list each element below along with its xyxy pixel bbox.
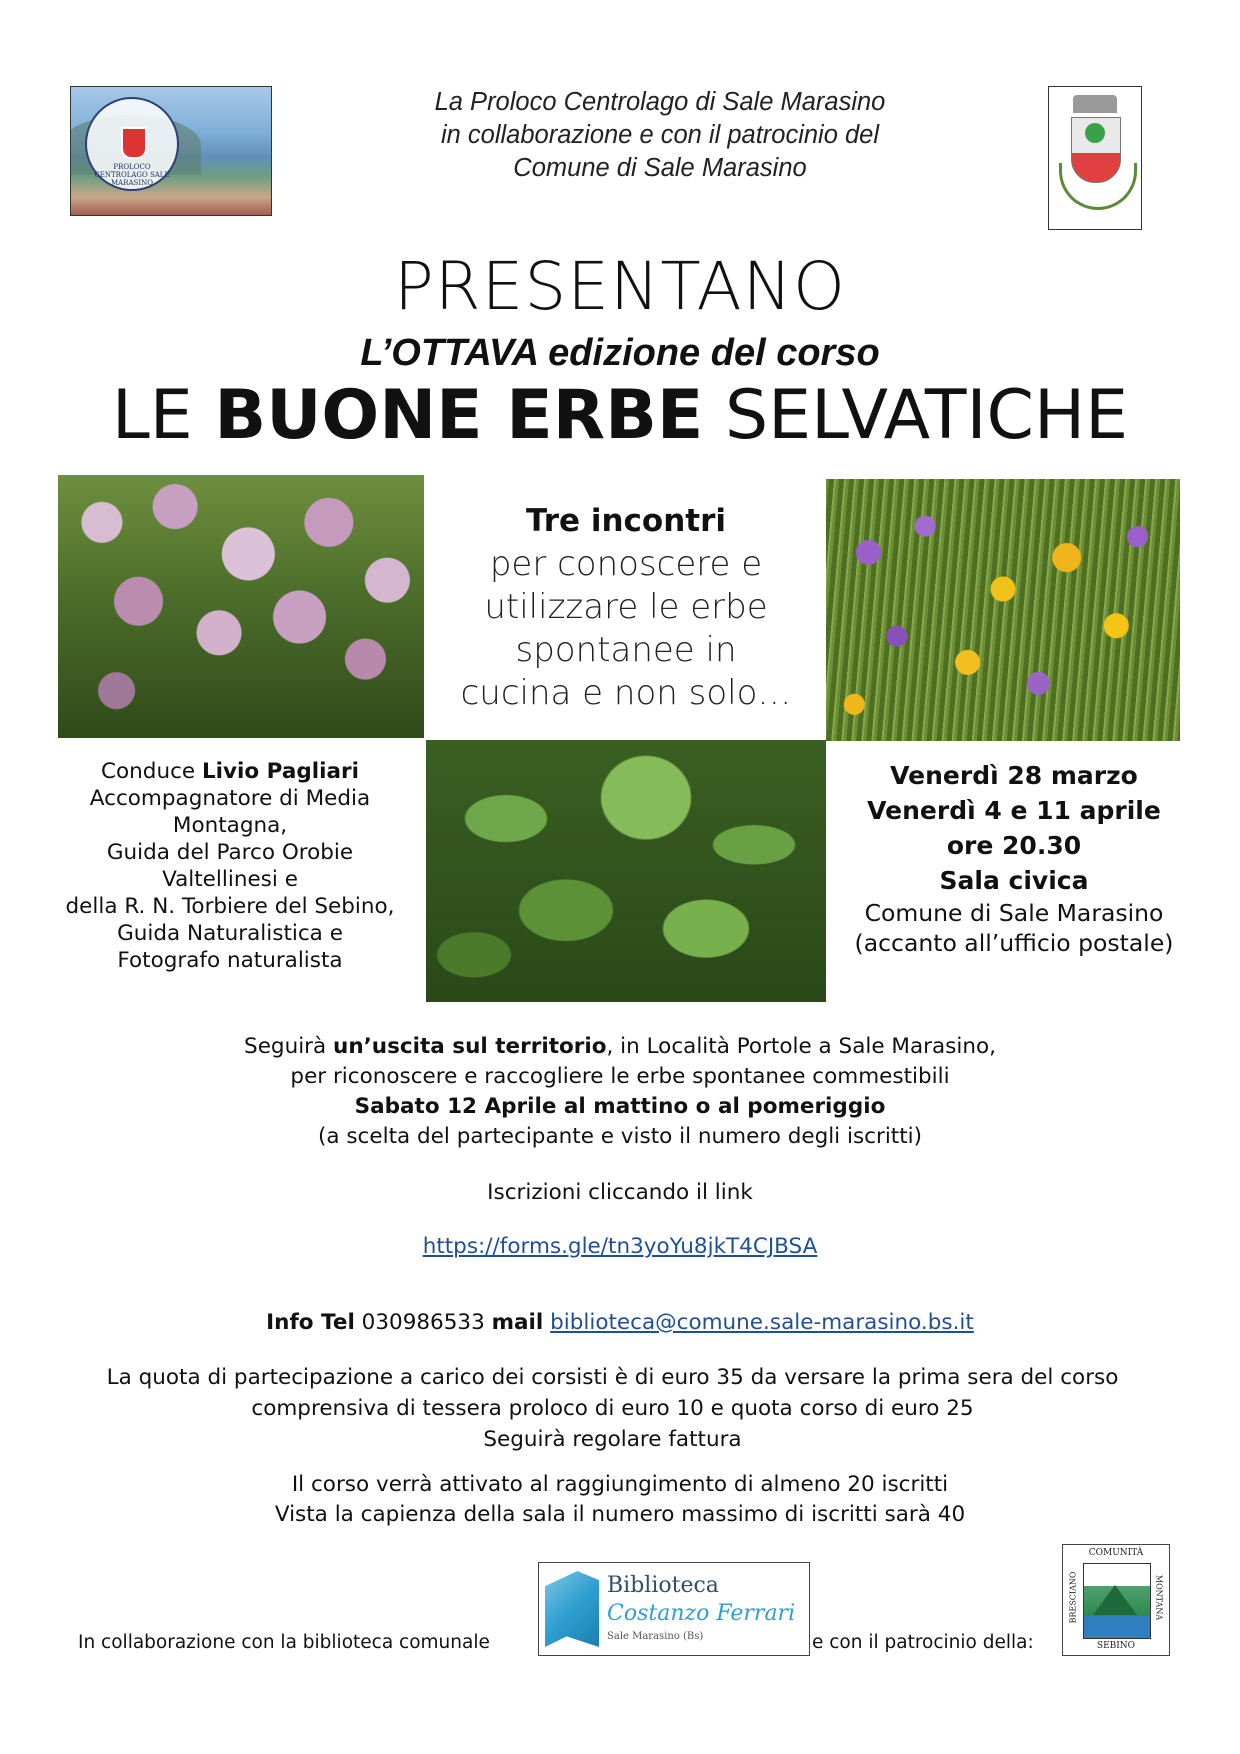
info-mail-label: mail: [491, 1310, 544, 1335]
comunita-label-bottom: SEBINO: [1096, 1641, 1136, 1651]
comunita-montana-logo: [1062, 1544, 1170, 1656]
biblioteca-sub: Sale Marasino (Bs): [607, 1631, 704, 1642]
header-line-1: La Proloco Centrolago di Sale Marasino: [434, 88, 886, 116]
schedule-date-2: Venerdì 4 e 11 aprile: [867, 796, 1161, 825]
conductor-role-7: Fotografo naturalista: [117, 948, 343, 973]
outing-line-2: per riconoscere e raccogliere le erbe spontanee commestibili: [290, 1064, 950, 1089]
info-row: [0, 1310, 1240, 1335]
conductor-role-6: Guida Naturalistica e: [117, 921, 343, 946]
incontri-block: [426, 500, 826, 715]
incontri-line-1: per conoscere e: [489, 544, 763, 584]
fee-block: [45, 1362, 1180, 1455]
course-title: [0, 376, 1240, 455]
course-title-suffix: SELVATICHE: [703, 376, 1129, 455]
outing-prefix: Seguirà: [244, 1034, 334, 1059]
footer-collaboration-text: In collaborazione con la biblioteca comunale: [78, 1632, 490, 1653]
header-line-2: in collaborazione e con il patrocinio del: [440, 121, 880, 149]
nettle-photo: [426, 740, 826, 1002]
outing-line-3: Sabato 12 Aprile al mattino o al pomeriggio: [354, 1094, 886, 1119]
conductor-role-4: Valtellinesi e: [162, 867, 298, 892]
book-icon: [545, 1571, 599, 1647]
conductor-role-3: Guida del Parco Orobie: [106, 840, 354, 865]
comune-coat-of-arms: [1048, 86, 1142, 230]
proloco-seal-icon: [85, 97, 179, 191]
seal-text: PROLOCO CENTROLAGO SALE MARASINO: [94, 163, 170, 187]
comunita-label-right: MONTANA: [1154, 1574, 1164, 1621]
biblioteca-logo: [538, 1562, 810, 1656]
schedule-block: [848, 758, 1180, 958]
schedule-note: (accanto all’ufficio postale): [854, 929, 1174, 957]
conductor-prefix: Conduce: [101, 759, 202, 784]
outing-line-4: (a scelta del partecipante e visto il numero degli iscritti): [317, 1124, 923, 1149]
fee-line-1: La quota di partecipazione a carico dei corsisti è di euro 35 da versare la prima sera del corso: [106, 1365, 1119, 1390]
tree-icon: [1085, 123, 1105, 143]
incontri-line-2: utilizzare le erbe: [484, 587, 768, 627]
fee-line-2: comprensiva di tessera proloco di euro 10 e quota corso di euro 25: [251, 1396, 974, 1421]
fee-line-3: Seguirà regolare fattura: [483, 1427, 742, 1452]
incontri-line-3: spontanee in: [515, 630, 737, 670]
conductor-role-5: della R. N. Torbiere del Sebino,: [65, 894, 395, 919]
outing-bold: un’uscita sul territorio: [333, 1034, 607, 1059]
registration-link[interactable]: https://forms.gle/tn3yoYu8jkT4CJBSA: [422, 1234, 818, 1259]
header-line-3: Comune di Sale Marasino: [513, 154, 807, 182]
conditions-line-1: Il corso verrà attivato al raggiungimento di almeno 20 iscritti: [291, 1472, 949, 1497]
crown-icon: [1073, 95, 1117, 113]
seal-shield-icon: [121, 127, 147, 159]
footer-patronage-text: e con il patrocinio della:: [812, 1632, 1034, 1653]
conductor-line: [48, 758, 412, 785]
outing-block: [0, 1032, 1240, 1152]
info-email-link[interactable]: biblioteca@comune.sale-marasino.bs.it: [550, 1310, 974, 1335]
conductor-name: Livio Pagliari: [201, 759, 359, 784]
meadow-flowers-photo: [826, 479, 1180, 741]
outing-line-1: [0, 1032, 1240, 1062]
info-tel: 030986533: [354, 1310, 492, 1335]
conductor-block: [48, 758, 412, 974]
outing-suffix: , in Località Portole a Sale Marasino,: [606, 1034, 996, 1059]
biblioteca-title: Biblioteca: [607, 1573, 719, 1598]
course-title-prefix: LE: [111, 376, 215, 455]
subtitle-edizione: L’OTTAVA edizione del corso: [360, 332, 880, 374]
header-text: [300, 86, 1020, 185]
registration-label: Iscrizioni cliccando il link: [487, 1180, 753, 1205]
biblioteca-name: Costanzo Ferrari: [607, 1601, 796, 1626]
oregano-photo: [58, 475, 424, 738]
incontri-line-4: cucina e non solo…: [460, 673, 792, 713]
title-presentano: PRESENTANO: [394, 248, 846, 325]
conditions-block: [0, 1470, 1240, 1530]
comunita-label-top: COMUNITÀ: [1088, 1548, 1144, 1558]
proloco-logo: [70, 86, 272, 216]
conditions-line-2: Vista la capienza della sala il numero massimo di iscritti sarà 40: [274, 1502, 966, 1527]
mountain-peak-icon: [1093, 1585, 1137, 1615]
schedule-place: Comune di Sale Marasino: [864, 899, 1164, 927]
schedule-date-1: Venerdì 28 marzo: [890, 761, 1138, 790]
conductor-role-1: Accompagnatore di Media: [89, 786, 371, 811]
info-tel-label: Info Tel: [266, 1310, 355, 1335]
schedule-venue: Sala civica: [939, 866, 1089, 895]
incontri-heading: Tre incontri: [525, 503, 727, 539]
schedule-time: ore 20.30: [946, 831, 1082, 860]
comunita-label-left: BRESCIANO: [1068, 1571, 1078, 1624]
registration-link-row: [0, 1234, 1240, 1259]
conductor-role-2: Montagna,: [172, 813, 288, 838]
laurel-wreath-icon: [1059, 163, 1137, 210]
course-title-bold: BUONE ERBE: [214, 376, 704, 455]
